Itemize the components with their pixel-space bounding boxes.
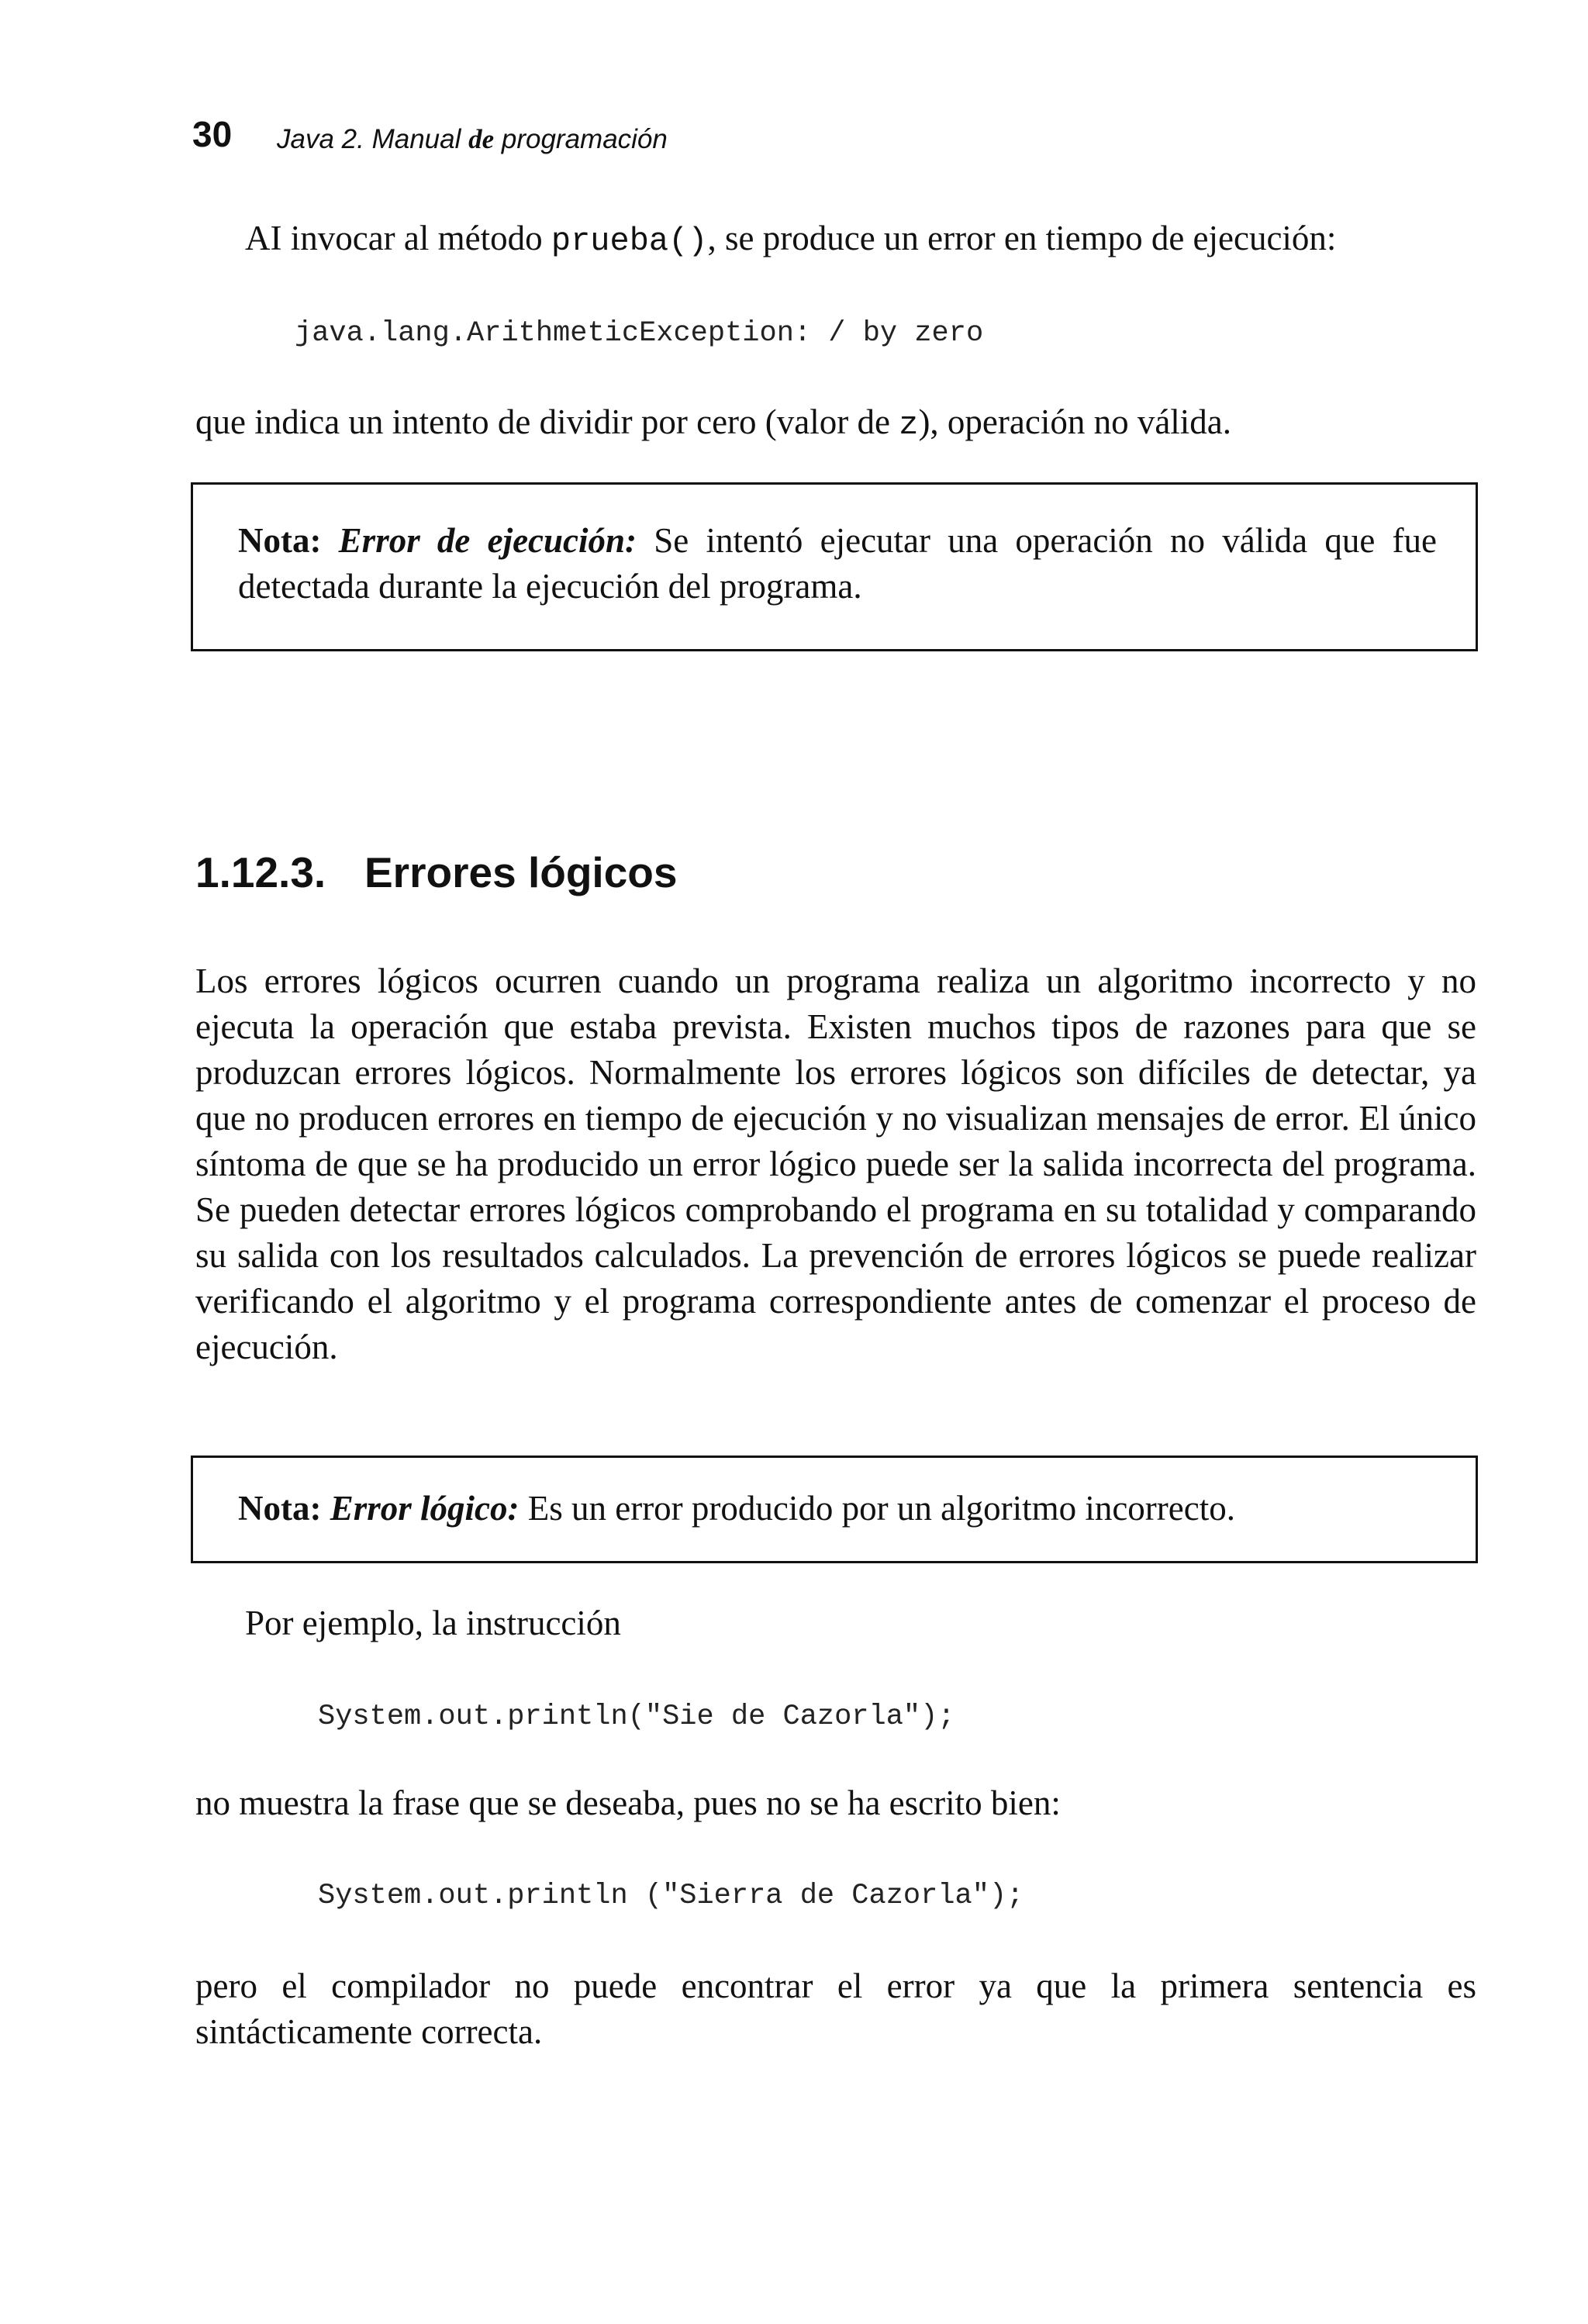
intro-paragraph [245,216,1476,264]
example-paragraph: Por ejemplo, la instrucción [245,1604,621,1642]
intro-text: , se produce un error en tiempo de ejecución: [707,219,1337,257]
running-header-part: de [468,124,495,154]
code-correct: System.out.println ("Sierra de Cazorla"); [318,1880,1024,1912]
final-paragraph: pero el compilador no puede encontrar el error ya que la primera sentencia es sintácticamente correcta. [195,1967,1476,2051]
inline-code-var: z [899,406,919,444]
code-wrong: System.out.println("Sie de Cazorla"); [318,1701,955,1733]
division-paragraph [195,399,1476,448]
note-body: Es un error producido por un algoritmo incorrecto. [519,1489,1235,1528]
division-text: ), operación no válida. [918,402,1232,441]
running-header-part: Java 2. Manual [277,124,469,154]
inline-code-method: prueba() [551,223,708,260]
page-number: 30 [192,114,233,154]
note-term: Error lógico: [330,1489,520,1528]
note-term: Error de ejecución: [338,521,637,560]
division-text: que indica un intento de dividir por cero (valor de [195,402,899,441]
note-box-runtime [191,482,1478,651]
note-label: Nota: [238,1489,322,1528]
section-number: 1.12.3. [195,848,326,896]
section-heading [195,848,678,896]
running-header-part: programación [494,124,668,154]
wrong-paragraph: no muestra la frase que se deseaba, pues no se ha escrito bien: [195,1784,1061,1822]
note-body: Se intentó ejecutar una operación no válida que fue detectada durante la ejecución del programa. [238,521,1437,606]
note-box-logic [191,1456,1478,1563]
note-text [238,518,1437,609]
note-label: Nota: [238,521,322,560]
logic-errors-paragraph: Los errores lógicos ocurren cuando un programa realiza un algoritmo incorrecto y no ejecuta la operación que estaba prevista. Existen muchos tipos de razones para que se produzcan errores lógicos. Normalmente los errores lógicos son difíciles de detectar, ya que no producen errores en tiempo de ejecución y no visualizan mensajes de error. El único síntoma de que se ha producido un error lógico puede ser la salida incorrecta del programa. Se pueden detectar errores lógicos comprobando el programa en su totalidad y comparando su salida con los resultados calculados. La prevención de errores lógicos se puede realizar verificando el algoritmo y el programa correspondiente antes de comenzar el proceso de ejecución. [195,962,1476,1366]
note-text [238,1486,1437,1531]
code-exception: java.lang.ArithmeticException: / by zero [295,317,984,350]
section-title: Errores lógicos [364,848,678,896]
running-header [277,126,668,153]
intro-text: AI invocar al método [245,219,551,257]
